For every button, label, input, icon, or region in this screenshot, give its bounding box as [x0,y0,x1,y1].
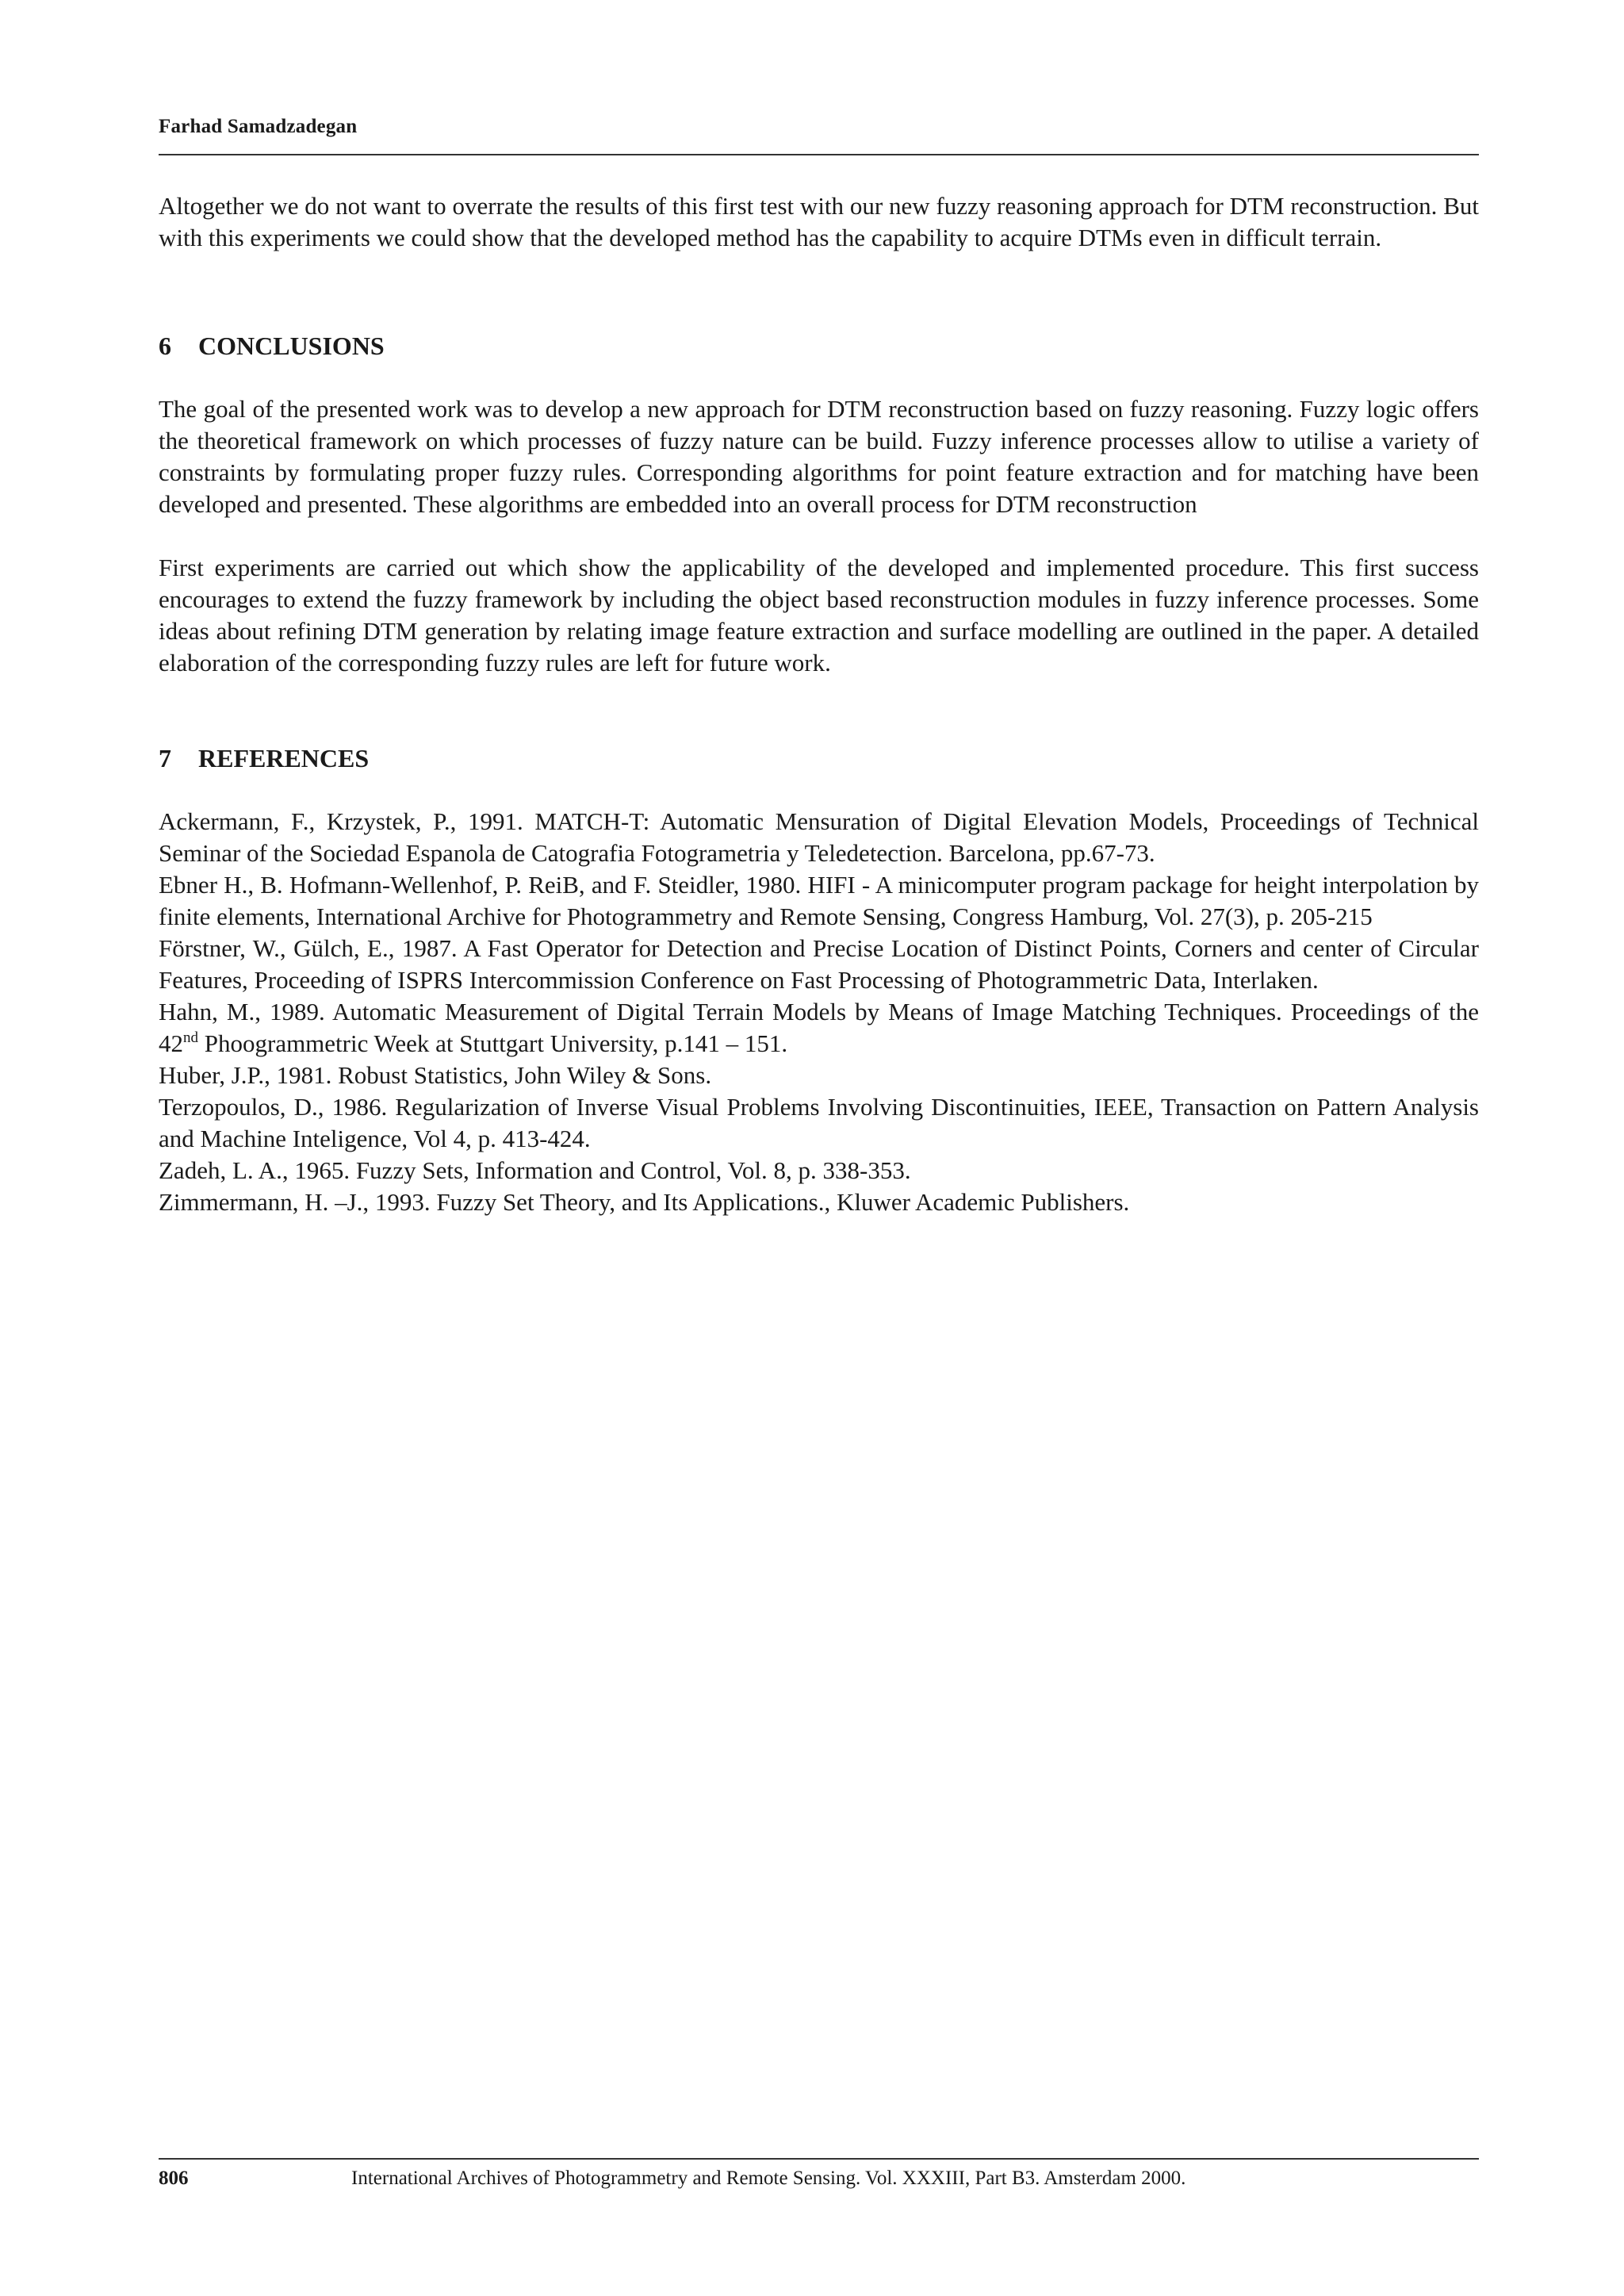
section-heading-references [159,742,1479,774]
reference-item: Huber, J.P., 1981. Robust Statistics, John Wiley & Sons. [159,1061,712,1089]
intro-paragraph: Altogether we do not want to overrate the results of this first test with our new fuzzy reasoning approach for DTM reconstruction. But with this experiments we could show that the developed method has the capability to acquire DTMs even in difficult terrain. [159,192,1479,251]
section-heading-conclusions [159,330,1479,362]
running-header-author: Farhad Samadzadegan [159,116,358,137]
journal-citation: International Archives of Photogrammetry and Remote Sensing. Vol. XXXIII, Part B3. Amsterdam 2000. [351,2168,1186,2189]
reference-item: Förstner, W., Gülch, E., 1987. A Fast Operator for Detection and Precise Location of Distinct Points, Corners and center of Circular Features, Proceeding of ISPRS Intercommission Conference on Fast Processing of Photogrammetric Data, Interlaken. [159,934,1479,994]
section-title: REFERENCES [198,744,370,772]
reference-item: Terzopoulos, D., 1986. Regularization of Inverse Visual Problems Involving Discontinuities, IEEE, Transaction on Pattern Analysis and Machine Inteligence, Vol 4, p. 413-424. [159,1093,1479,1152]
header-rule [159,154,1479,155]
reference-item: Zimmermann, H. –J., 1993. Fuzzy Set Theory, and Its Applications., Kluwer Academic Publishers. [159,1188,1130,1216]
reference-item [159,996,1479,1060]
reference-item: Zadeh, L. A., 1965. Fuzzy Sets, Information and Control, Vol. 8, p. 338-353. [159,1156,911,1184]
footer-rule [159,2158,1479,2160]
section-number: 7 [159,744,171,772]
ordinal-superscript: nd [183,1029,198,1046]
reference-item: Ackermann, F., Krzystek, P., 1991. MATCH-T: Automatic Mensuration of Digital Elevation Models, Proceedings of Technical Seminar of the Sociedad Espanola de Catografia Fotogrametria y Teledetection. Barcelona, pp.67-73. [159,807,1479,867]
conclusions-paragraph-1: The goal of the presented work was to develop a new approach for DTM reconstruction based on fuzzy reasoning. Fuzzy logic offers the theoretical framework on which processes of fuzzy nature can be build. Fuzzy inference processes allow to utilise a variety of constraints by formulating proper fuzzy rules. Corresponding algorithms for point feature extraction and for matching have been developed and presented. These algorithms are embedded into an overall process for DTM reconstruction [159,395,1479,518]
paper-page [159,0,1479,2296]
page-number: 806 [159,2168,189,2189]
section-number: 6 [159,332,171,360]
reference-item: Ebner H., B. Hofmann-Wellenhof, P. ReiB, and F. Steidler, 1980. HIFI - A minicomputer program package for height interpolation by finite elements, International Archive for Photogrammetry and Remote Sensing, Congress Hamburg, Vol. 27(3), p. 205-215 [159,871,1479,930]
section-title: CONCLUSIONS [198,332,385,360]
conclusions-paragraph-2: First experiments are carried out which show the applicability of the developed and implemented procedure. This first success encourages to extend the fuzzy framework by including the object based reconstruction modules in fuzzy inference processes. Some ideas about refining DTM generation by relating image feature extraction and surface modelling are outlined in the paper. A detailed elaboration of the corresponding fuzzy rules are left for future work. [159,554,1479,677]
reference-text-tail: Phoogrammetric Week at Stuttgart University, p.141 – 151. [198,1029,788,1057]
page-content [159,190,1479,1218]
reference-text: Hahn, M., 1989. Automatic Measurement of Digital Terrain Models by Means of Image Matching Techniques. Proceedings of the 42 [159,998,1479,1057]
